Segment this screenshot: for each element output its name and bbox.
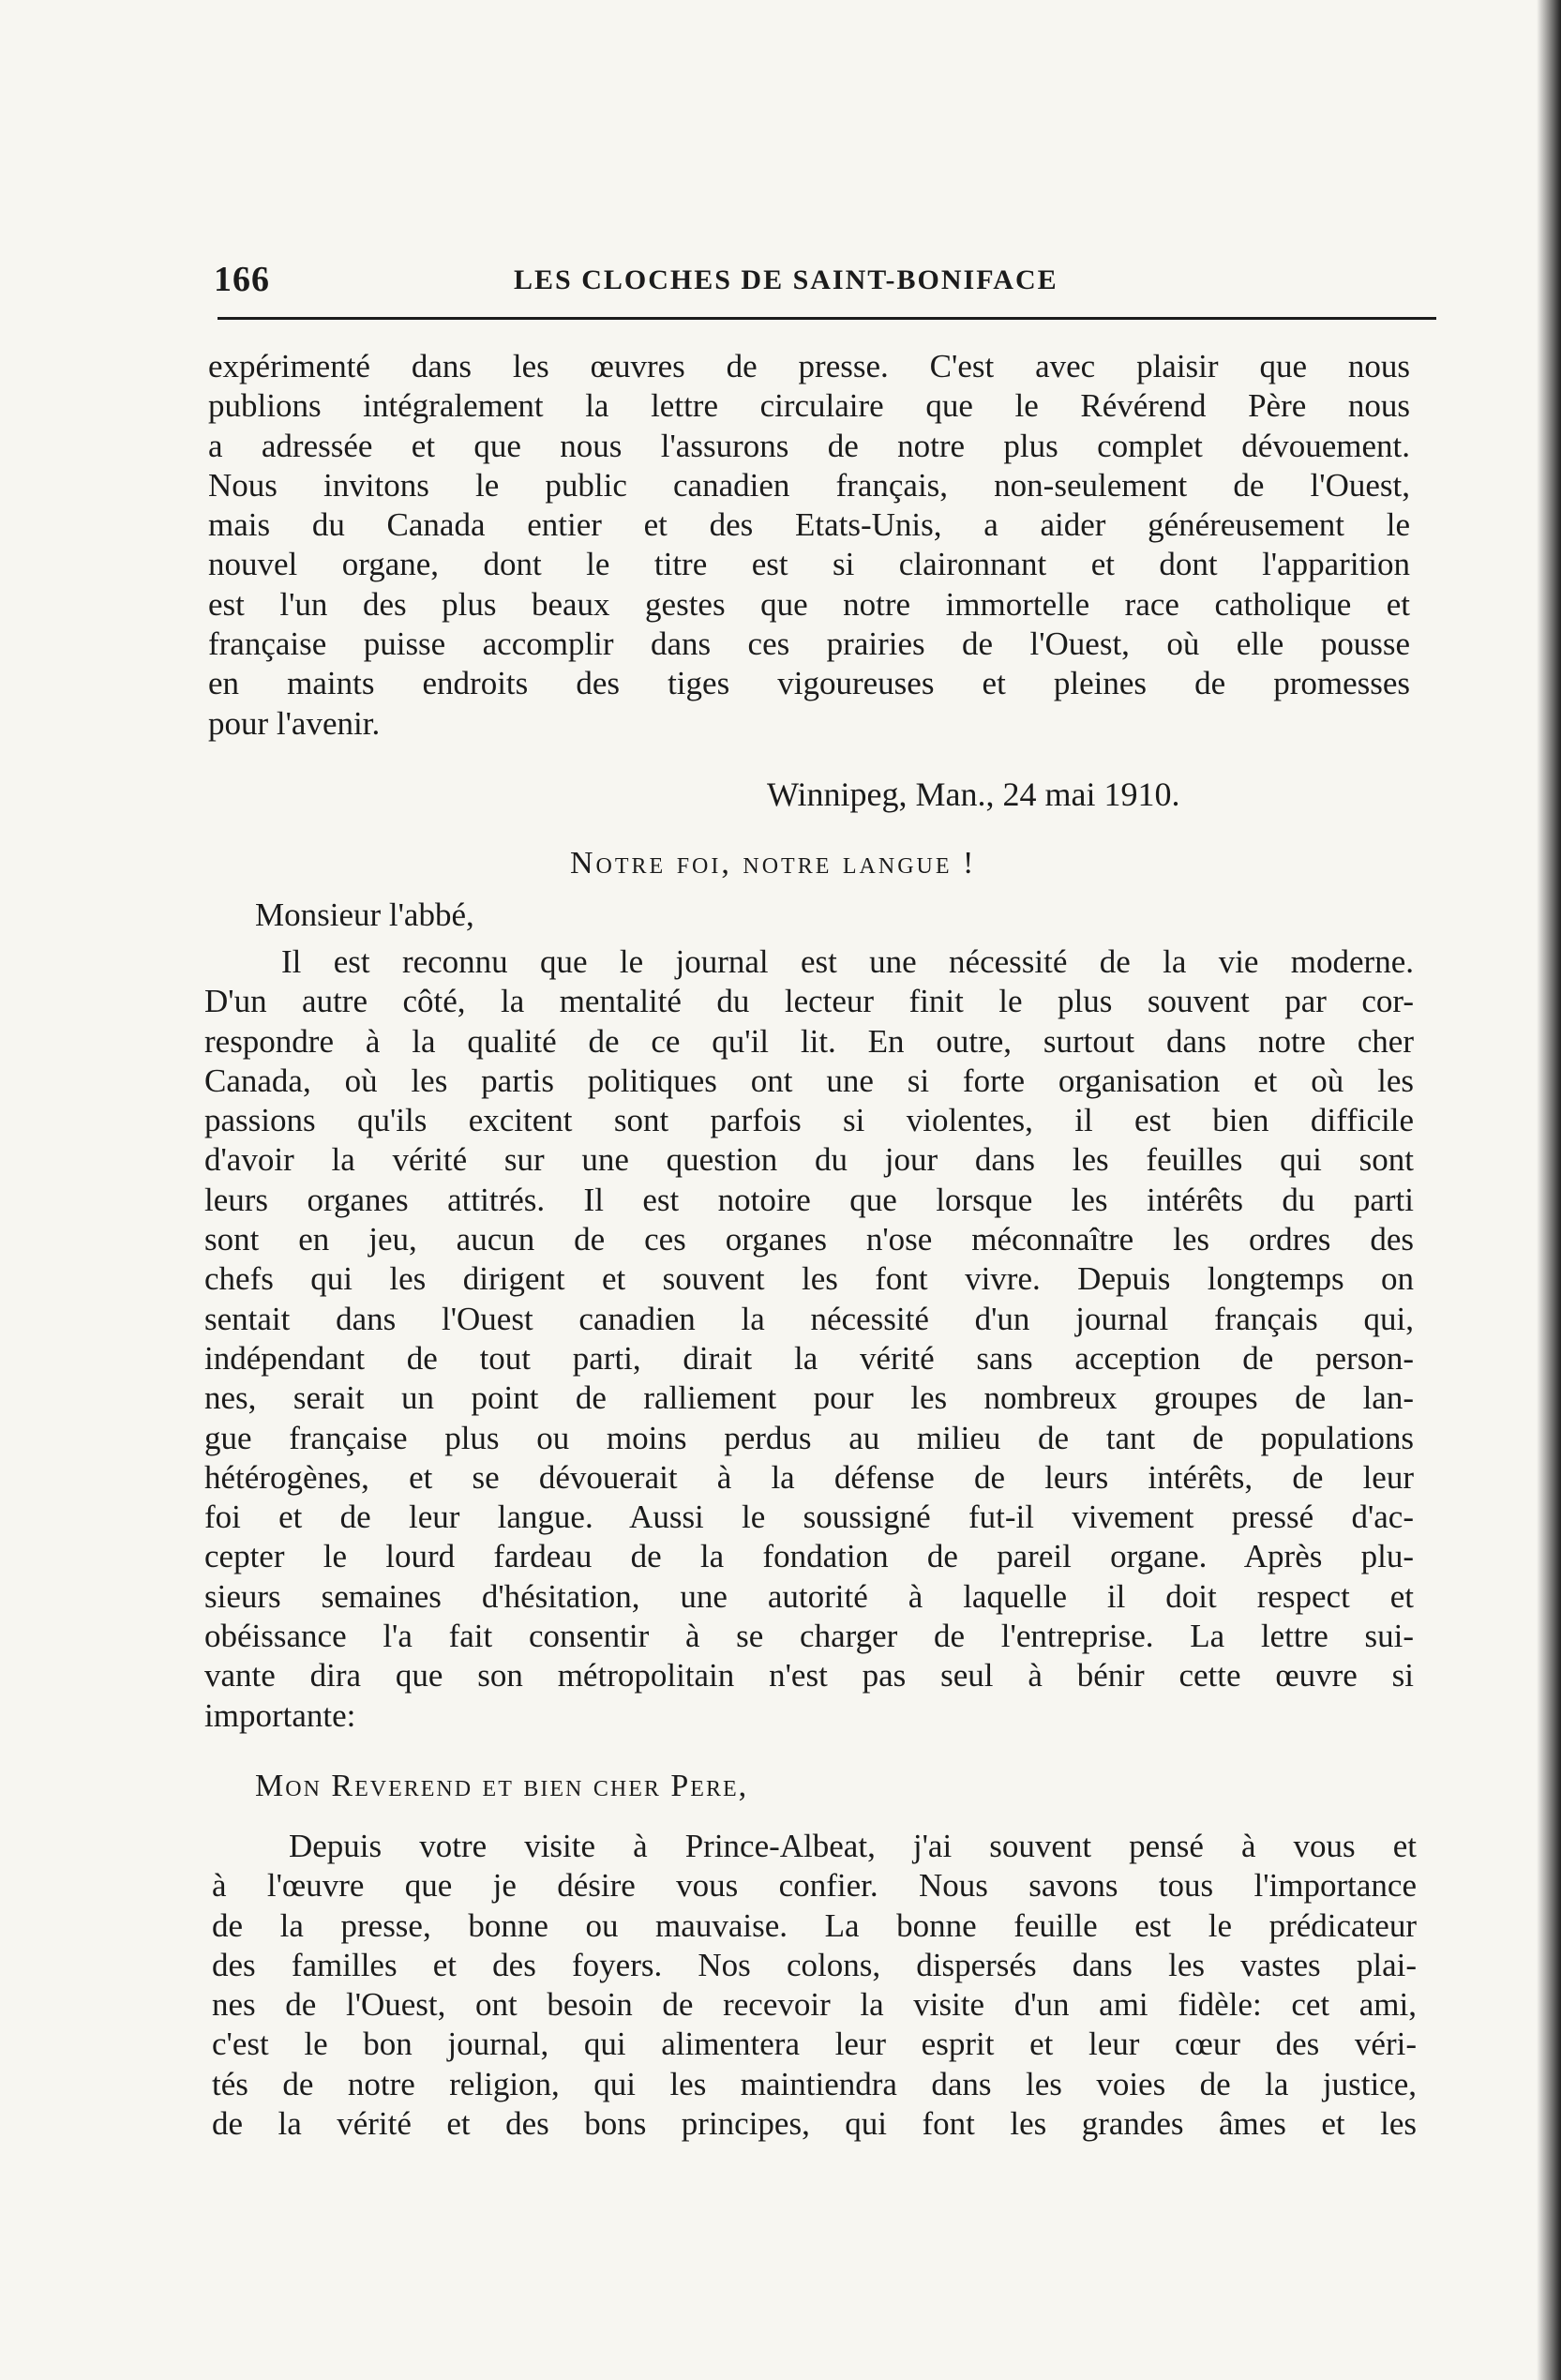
- text-line: publions intégralement la lettre circulaire que le Révérend Père nous: [208, 387, 1410, 425]
- text-line: indépendant de tout parti, dirait la vérité sans acception de person-: [204, 1339, 1414, 1377]
- salutation: Monsieur l'abbé,: [255, 896, 474, 933]
- text-line: D'un autre côté, la mentalité du lecteur finit le plus souvent par cor-: [204, 983, 1414, 1020]
- text-line: mais du Canada entier et des Etats-Unis, a aider généreusement le: [208, 506, 1410, 544]
- text-line: c'est le bon journal, qui alimentera leur esprit et leur cœur des véri-: [212, 2026, 1417, 2063]
- second-salutation: Mon Reverend et bien cher Pere,: [255, 1769, 749, 1803]
- second-letter-body: [212, 1827, 1417, 2144]
- letter-body: [204, 942, 1414, 1736]
- letter-title: Notre foi, notre langue !: [570, 846, 977, 881]
- text-line: vante dira que son métropolitain n'est pas seul à bénir cette œuvre si: [204, 1657, 1414, 1695]
- text-line: cepter le lourd fardeau de la fondation de pareil organe. Après plu-: [204, 1538, 1414, 1575]
- text-line: a adressée et que nous l'assurons de notre plus complet dévouement.: [208, 427, 1410, 464]
- text-line: foi et de leur langue. Aussi le soussigné fut-il vivement pressé d'ac-: [204, 1499, 1414, 1536]
- running-head: [214, 259, 1433, 306]
- text-line: hétérogènes, et se dévouerait à la défense de leurs intérêts, de leur: [204, 1458, 1414, 1496]
- text-line: chefs qui les dirigent et souvent les font vivre. Depuis longtemps on: [204, 1260, 1414, 1298]
- text-line: Canada, où les partis politiques ont une si forte organisation et où les: [204, 1062, 1414, 1099]
- text-line: en maints endroits des tiges vigoureuses et pleines de promesses: [208, 665, 1410, 702]
- text-line: de la vérité et des bons principes, qui font les grandes âmes et les: [212, 2105, 1417, 2143]
- text-line: gue française plus ou moins perdus au milieu de tant de populations: [204, 1419, 1414, 1456]
- text-line: sieurs semaines d'hésitation, une autorité à laquelle il doit respect et: [204, 1577, 1414, 1615]
- text-line: importante:: [204, 1696, 356, 1734]
- text-line: obéissance l'a fait consentir à se charger de l'entreprise. La lettre sui-: [204, 1618, 1414, 1655]
- text-line: nes de l'Ouest, ont besoin de recevoir la visite d'un ami fidèle: cet ami,: [212, 1986, 1417, 2024]
- text-line: sont en jeu, aucun de ces organes n'ose méconnaître les ordres des: [204, 1221, 1414, 1258]
- text-line: respondre à la qualité de ce qu'il lit. En outre, surtout dans notre cher: [204, 1022, 1414, 1060]
- text-line: Nous invitons le public canadien français, non-seulement de l'Ouest,: [208, 466, 1410, 504]
- text-line: leurs organes attitrés. Il est notoire que lorsque les intérêts du parti: [204, 1181, 1414, 1218]
- text-line: Il est reconnu que le journal est une nécessité de la vie moderne.: [281, 943, 1414, 980]
- intro-paragraph: [208, 347, 1410, 744]
- dateline: Winnipeg, Man., 24 mai 1910.: [767, 776, 1180, 813]
- page-edge-shadow: [1537, 0, 1561, 2380]
- text-line: française puisse accomplir dans ces prairies de l'Ouest, où elle pousse: [208, 625, 1410, 663]
- text-line: expérimenté dans les œuvres de presse. C'est avec plaisir que nous: [208, 348, 1410, 384]
- header-rule: [218, 317, 1436, 320]
- text-line: d'avoir la vérité sur une question du jour dans les feuilles qui sont: [204, 1141, 1414, 1179]
- text-line: tés de notre religion, qui les maintiendra dans les voies de la justice,: [212, 2065, 1417, 2102]
- text-line: passions qu'ils excitent sont parfois si violentes, il est bien difficile: [204, 1102, 1414, 1139]
- text-line: sentait dans l'Ouest canadien la nécessité d'un journal français qui,: [204, 1300, 1414, 1337]
- page-number: 166: [214, 260, 270, 299]
- text-line: à l'œuvre que je désire vous confier. Nous savons tous l'importance: [212, 1867, 1417, 1905]
- text-line: pour l'avenir.: [208, 704, 381, 742]
- text-line: nouvel organe, dont le titre est si claironnant et dont l'apparition: [208, 546, 1410, 583]
- text-line: de la presse, bonne ou mauvaise. La bonne feuille est le prédicateur: [212, 1906, 1417, 1944]
- text-line: Depuis votre visite à Prince-Albeat, j'ai souvent pensé à vous et: [289, 1828, 1417, 1864]
- running-title: LES CLOCHES DE SAINT-BONIFACE: [514, 264, 1058, 295]
- text-line: des familles et des foyers. Nos colons, dispersés dans les vastes plai-: [212, 1946, 1417, 1983]
- text-line: est l'un des plus beaux gestes que notre immortelle race catholique et: [208, 585, 1410, 623]
- text-line: nes, serait un point de ralliement pour les nombreux groupes de lan-: [204, 1379, 1414, 1417]
